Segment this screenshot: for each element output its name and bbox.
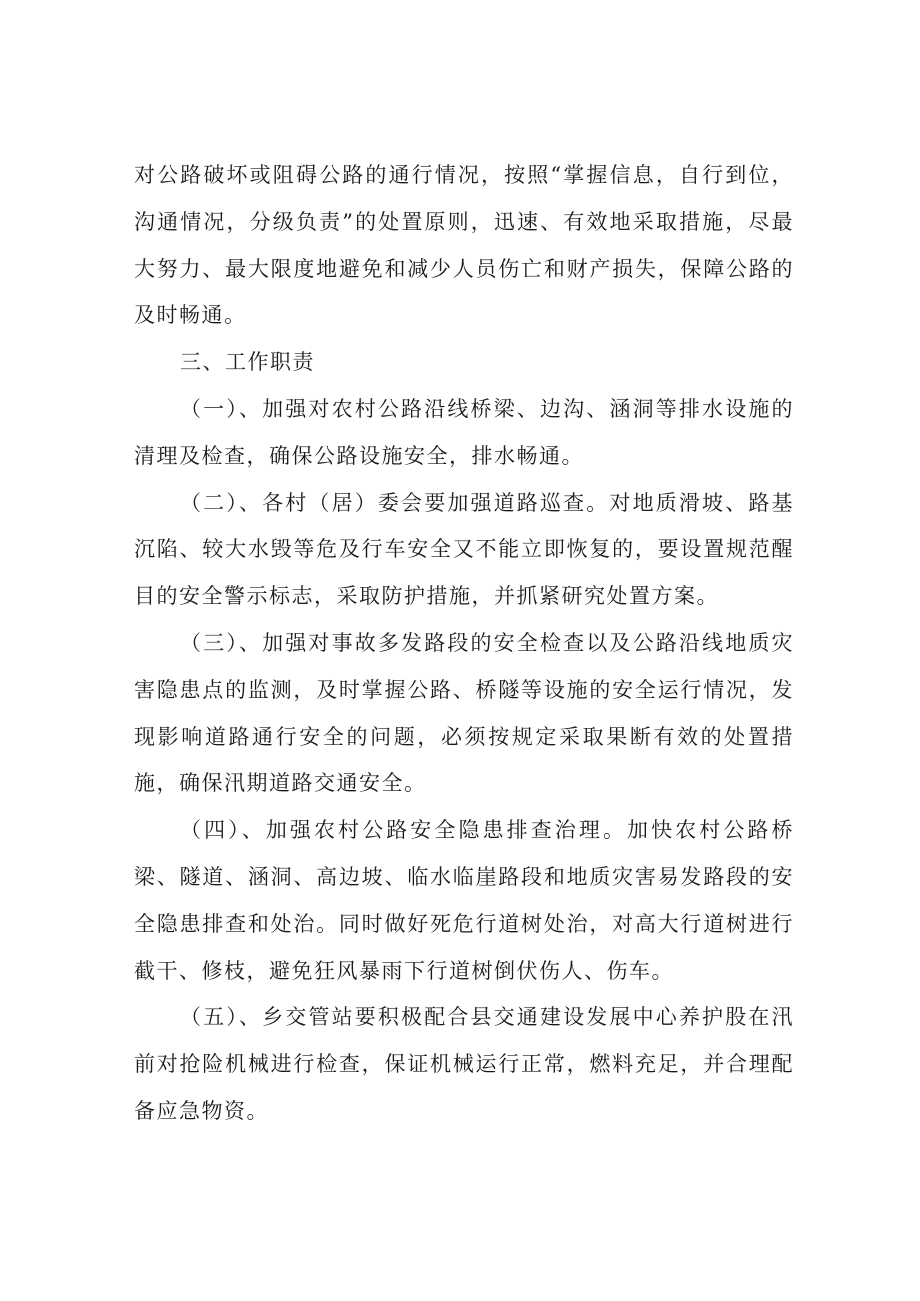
duty-item-5: （五）、乡交管站要积极配合县交通建设发展中心养护股在汛前对抢险机械进行检查，保证机械运行正常，燃料充足，并合理配备应急物资。 (134, 1005, 794, 1123)
section-heading-work-duties: 三、工作职责 (180, 350, 315, 375)
duty-item-3: （三）、加强对事故多发路段的安全检查以及公路沿线地质灾害隐患点的监测，及时掌握公路、桥隧等设施的安全运行情况，发现影响道路通行安全的问题，必须按规定采取果断有效的处置措施，确保汛期道路交通安全。 (134, 630, 794, 796)
duty-item-2: （二）、各村（居）委会要加强道路巡查。对地质滑坡、路基沉陷、较大水毁等危及行车安全又不能立即恢复的，要设置规范醒目的安全警示标志，采取防护措施，并抓紧研究处置方案。 (134, 490, 794, 609)
continuation-paragraph: 对公路破坏或阻碍公路的通行情况，按照“掌握信息，自行到位，沟通情况，分级负责”的处置原则，迅速、有效地采取措施，尽最大努力、最大限度地避免和减少人员伤亡和财产损失，保障公路的及时畅通。 (134, 163, 794, 328)
duty-item-1: （一）、加强对农村公路沿线桥梁、边沟、涵洞等排水设施的清理及检查，确保公路设施安全，排水畅通。 (134, 396, 794, 468)
duty-item-4: （四）、加强农村公路安全隐患排查治理。加快农村公路桥梁、隧道、涵洞、高边坡、临水临崖路段和地质灾害易发路段的安全隐患排查和处治。同时做好死危行道树处治，对高大行道树进行截干、修枝，避免狂风暴雨下行道树倒伏伤人、伤车。 (134, 818, 794, 983)
document-body (134, 152, 794, 1135)
